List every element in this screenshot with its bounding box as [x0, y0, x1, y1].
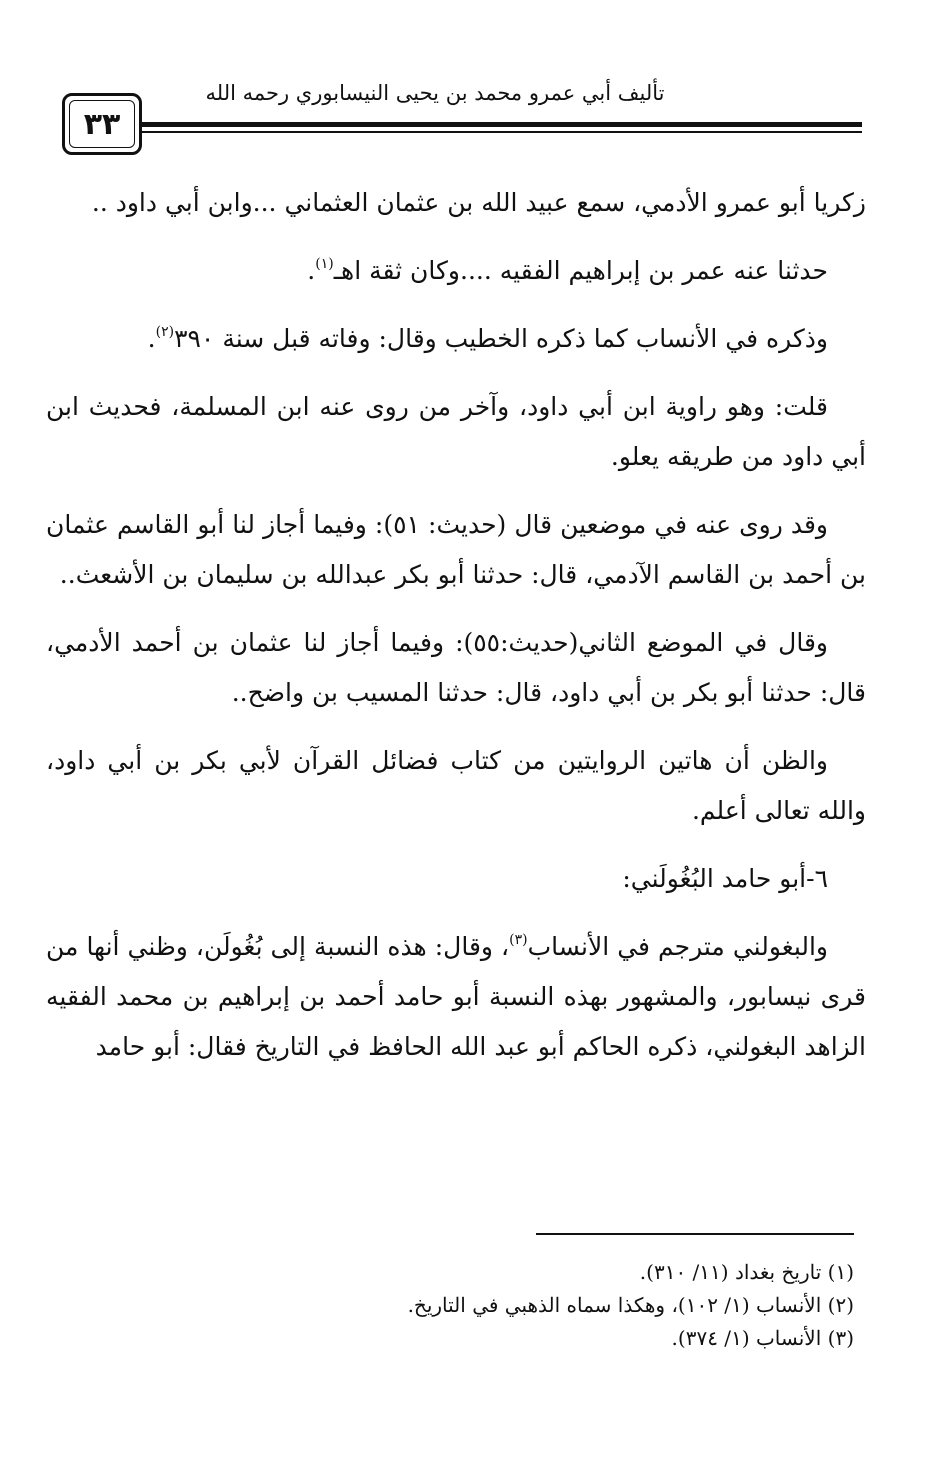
header-rule-thick — [140, 122, 862, 127]
paragraph-5: وقد روى عنه في موضعين قال (حديث: ٥١): وفيما أجاز لنا أبو القاسم عثمان بن أحمد بن القاسم الآدمي، قال: حدثنا أبو بكر عبدالله بن سليمان بن الأشعث.. — [46, 510, 866, 589]
page-number: ٣٣ — [83, 106, 121, 142]
paragraph-2 — [46, 246, 866, 296]
paragraph-3-end: . — [147, 324, 156, 353]
footnote-ref-3: (٣) — [509, 932, 528, 948]
footnote-1: (١) تاريخ بغداد (١١/ ٣١٠). — [639, 1260, 854, 1284]
main-text — [46, 178, 866, 1090]
paragraph-1: زكريا أبو عمرو الأدمي، سمع عبيد الله بن عثمان العثماني ...وابن أبي داود .. — [91, 188, 866, 217]
footnote-separator — [536, 1233, 854, 1235]
paragraph-6: وقال في الموضع الثاني(حديث:٥٥): وفيما أجاز لنا عثمان بن أحمد الأدمي، قال: حدثنا أبو بكر بن أبي داود، قال: حدثنا المسيب بن واضح.. — [46, 628, 866, 707]
footnote-3: (٣) الأنساب (١/ ٣٧٤). — [671, 1326, 854, 1350]
paragraph-2-end: . — [307, 256, 316, 285]
running-title: تأليف أبي عمرو محمد بن يحيى النيسابوري رحمه الله — [205, 81, 665, 105]
paragraph-8-rest: ، وقال: هذه النسبة إلى بُغُولَن، وظني أنها من قرى نيسابور، والمشهور بهذه النسبة أبو حامد أحمد بن إبراهيم بن محمد الفقيه الزاهد البغولني، ذكره الحاكم أبو عبد الله الحافظ في التاريخ فقال: أبو حامد — [46, 932, 866, 1061]
footnote-2: (٢) الأنساب (١/ ١٠٢)، وهكذا سماه الذهبي في التاريخ. — [407, 1293, 854, 1317]
footnote-ref-1: (١) — [315, 256, 334, 272]
paragraph-2-text: حدثنا عنه عمر بن إبراهيم الفقيه ....وكان ثقة اهـ — [333, 256, 828, 285]
footnote-ref-2: (٢) — [155, 324, 175, 340]
paragraph-8-start: والبغولني مترجم في الأنساب — [527, 932, 828, 961]
header-rule-thin — [140, 131, 862, 133]
page-number-box — [62, 93, 142, 155]
section-heading: ٦-أبو حامد البُغُولَني: — [622, 864, 828, 893]
footnotes — [300, 1256, 854, 1355]
paragraph-4: قلت: وهو راوية ابن أبي داود، وآخر من روى عنه ابن المسلمة، فحديث ابن أبي داود من طريقه يعلو. — [46, 392, 866, 471]
paragraph-8 — [46, 922, 866, 1072]
paragraph-3-text: وذكره في الأنساب كما ذكره الخطيب وقال: وفاته قبل سنة ٣٩٠ — [174, 324, 828, 353]
paragraph-7: والظن أن هاتين الروايتين من كتاب فضائل القرآن لأبي بكر بن أبي داود، والله تعالى أعلم. — [46, 746, 866, 825]
paragraph-3 — [46, 314, 866, 364]
